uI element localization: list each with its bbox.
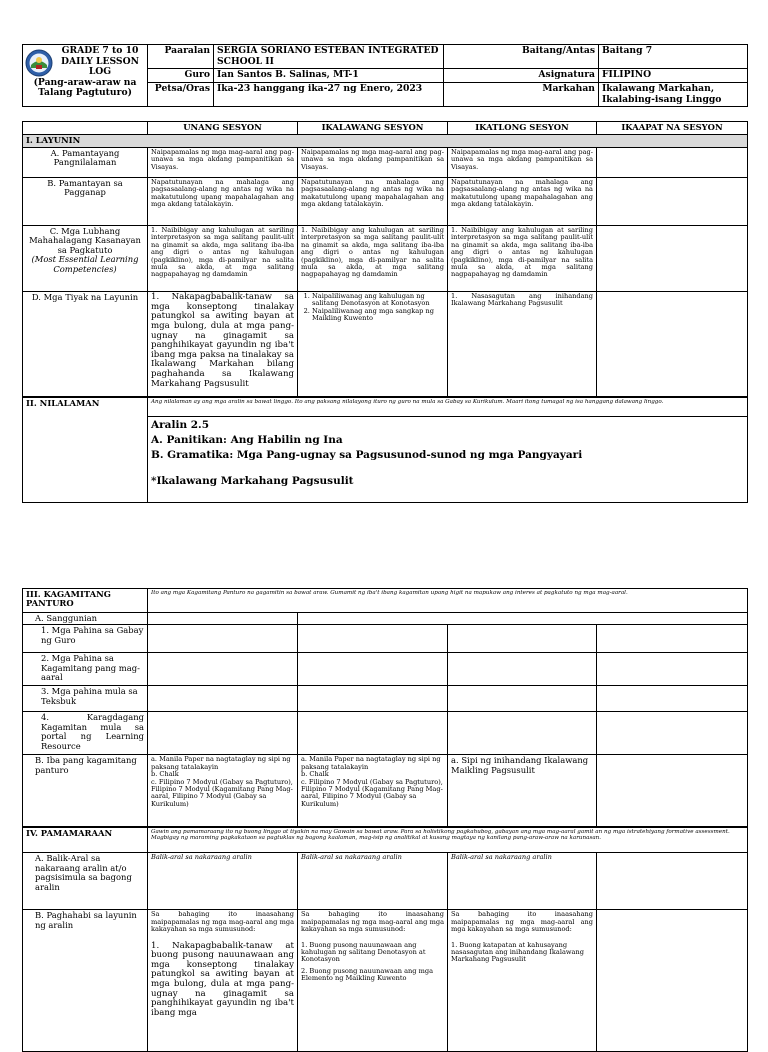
list-item: c. Filipino 7 Modyul (Gabay sa Pagtuturo), Filipino 7 Modyul (Kagamitang Pang Mag-aaral, Filipino 7 Modyul (Gabay sa Kurikulum) (151, 777, 293, 808)
dll-title-line: DAILY LESSON (61, 55, 139, 67)
markahan-label: Markahan (444, 83, 599, 107)
session-header: IKAAPAT NA SESYON (597, 122, 748, 135)
header-table (22, 44, 748, 107)
list-item: 1. Buong katapatan at kahusayang nasasagutan ang inihandang Ikalawang Markahang Pagsusulit (451, 940, 584, 964)
list-item: 1. Nakapagbabalik-tanaw at buong pusong nauunawaan ang mga konseptong tinalakay patungkol sa awiting bayan at mga bulong, dula at mga pang-ugnay na ginagamit sa panghihikayat gayundin ng iba't ibang mga (151, 940, 294, 1018)
dll-title-line: GRADE 7 to 10 (61, 45, 139, 56)
paaralan-value: SERGIA SORIANO ESTEBAN INTEGRATED SCHOOL II (214, 45, 444, 69)
sanggunian-label: A. Sanggunian (23, 613, 148, 625)
list-item: c. Filipino 7 Modyul (Gabay sa Pagtuturo), Filipino 7 Modyul (Kagamitang Pang Mag-aaral, Filipino 7 Modyul (Gabay sa Kurikulum) (301, 777, 443, 808)
tiyak-na-layunin-label: D. Mga Tiyak na Layunin (23, 292, 148, 397)
nilalaman-heading: II. NILALAMAN (23, 397, 148, 503)
session-cell: 1. Nakapagbabalik-tanaw sa mga konseptong tinalakay patungkol sa awiting bayan at mga bulong, dula at mga pang-ugnay na ginagamit sa panghihikayat gayundin ng iba't ibang mga paksa na tinalakay sa Ikalawang Markahan bilang paghahanda sa Ikalawang Markahang Pagsusulit (148, 292, 298, 397)
baitang-value: Baitang 7 (599, 45, 748, 69)
session-cell: Balik-aral sa nakaraang aralin (148, 853, 298, 910)
kagamitang-pang-mag-aaral-label: 2. Mga Pahina sa Kagamitang pang mag-aaral (23, 653, 148, 686)
session-cell: Napatutunayan na mahalaga ang pagsasaalang-alang ng antas ng wika na makatutulong upang mapahalagahan ang mga akdang tatalakayin. (448, 178, 597, 226)
guro-value: Ian Santos B. Salinas, MT-1 (214, 69, 444, 83)
session-cell (298, 910, 448, 1052)
pagsusulit-note: *Ikalawang Markahang Pagsusulit (151, 474, 354, 487)
guro-label: Guro (148, 69, 214, 83)
deped-seal-icon (25, 49, 53, 77)
gabay-guro-label: 1. Mga Pahina sa Gabay ng Guro (23, 625, 148, 653)
layunin-heading: I. LAYUNIN (23, 135, 748, 148)
lesson-table-part1 (22, 121, 748, 503)
asignatura-value: FILIPINO (599, 69, 748, 83)
session-cell: Balik-aral sa nakaraang aralin (448, 853, 597, 910)
session-cell: a. Sipi ng inihandang Ikalawang Maikling Pagsusulit (448, 755, 597, 827)
pamamaraan-note: Gawin ang pamamaraang ito ng buong linggo at tiyakin na may Gawain sa bawat araw. Para sa holistikong pagkahubog, gabayan ang mga mag-aaral gamit an ng mga istratehiyang formative assessment. Magbigay ng maraming pagkakataon sa pagtuklas ng bagong kaalaman, mag-isip ng analitikal at kusang magtaya ng kanilang pang-araw-araw na karunasan. (148, 827, 748, 853)
asignatura-label: Asignatura (444, 69, 599, 83)
session-cell: Balik-aral sa nakaraang aralin (298, 853, 448, 910)
session-cell: Napatutunayan na mahalaga ang pagsasaalang-alang ng antas ng wika na makatutulong upang mapahalagahan ang mga akdang tatalakayin. (298, 178, 448, 226)
dll-title-line: LOG (88, 66, 112, 78)
nilalaman-content (148, 417, 748, 503)
nilalaman-note: Ang nilalaman ay ang mga aralin sa bawat linggo. Ito ang paksang nilalayong ituro ng guro na mula sa Gabay sa Kurikulum. Maari itong tumagal ng isa hanggang dalawang linggo. (148, 397, 748, 417)
session-cell: 1. Naibibigay ang kahulugan at sariling interpretasyon sa mga salitang paulit-ulit na ginamit sa akda, mga salitang iba-iba ang digri o antas ng kahulugan (pagkiklino), mga di-pamilyar na salita mula sa akda, at mga salitang nagpapahayag ng damdamin (448, 226, 597, 292)
list-item: b. Chalk (151, 770, 179, 779)
session-cell: Naipapamalas ng mga mag-aaral ang pag-unawa sa mga akdang pampanitikan sa Visayas. (148, 148, 298, 178)
session-cell: 1. Naibibigay ang kahulugan at sariling interpretasyon sa mga salitang paulit-ulit na ginamit sa akda, mga salitang iba-iba ang digri o antas ng kahulugan (pagkiklino), mga di-pamilyar na salita mula sa akda, at mga salitang nagpapahayag ng damdamin (298, 226, 448, 292)
baitang-label: Baitang/Antas (444, 45, 599, 69)
petsa-label: Petsa/Oras (148, 83, 214, 107)
dll-title-line: (Pang-araw-araw na (33, 76, 137, 88)
balik-aral-label: A. Balik-Aral sa nakaraang aralin at/o pagsisimula sa bagong aralin (23, 853, 148, 910)
iba-pang-kagamitan-label: B. Iba pang kagamitang panturo (23, 755, 148, 827)
melc-label: C. Mga Lubhang Mahahalagang Kasanayan sa Pagkatuto (29, 226, 141, 255)
session-cell (148, 755, 298, 827)
melc-label-cell (23, 226, 148, 292)
list-item: 2. Buong pusong nauunawaan ang mga Elemento ng Maikling Kuwento (301, 966, 433, 983)
pamantayang-pangnilalaman-label: A. Pamantayang Pangnilalaman (23, 148, 148, 178)
session-header: UNANG SESYON (148, 122, 298, 135)
markahan-value: Ikalawang Markahan, Ikalabing-isang Linggo (599, 83, 748, 107)
dll-title-cell (23, 45, 148, 107)
list-item: 1. Naipaliliwanag ang kahulugan ng salitang Denotasyon at Konotasyon (312, 293, 444, 308)
session-cell: 1. Nasasagutan ang inihandang Ikalawang Markahang Pagsusulit (448, 292, 597, 397)
paaralan-label: Paaralan (148, 45, 214, 69)
paghahabi-intro: Sa bahaging ito inaasahang maipapamalas ng mga mag-aaral ang mga kakayahan sa mga sumusunod: (451, 910, 593, 934)
dll-title-line: Talang Pagtuturo) (38, 87, 132, 99)
list-item: 2. Naipaliliwanag ang mga sangkap ng Maikling Kuwento (312, 308, 444, 323)
session-cell (148, 910, 298, 1052)
melc-sublabel: (Most Essential Learning Competencies) (31, 254, 139, 274)
pamantayan-sa-pagganap-label: B. Pamantayan sa Pagganap (23, 178, 148, 226)
gramatika-topic: B. Gramatika: Mga Pang-ugnay sa Pagsusunod-sunod ng mga Pangyayari (151, 449, 583, 462)
paghahabi-intro: Sa bahaging ito inaasahang maipapamalas ng mga mag-aaral ang mga kakayahan sa mga sumusunod: (151, 910, 294, 934)
paghahabi-intro: Sa bahaging ito inaasahang maipapamalas ng mga mag-aaral ang mga kakayahan sa mga sumusunod: (301, 910, 444, 934)
session-header: IKALAWANG SESYON (298, 122, 448, 135)
pamamaraan-heading: IV. PAMAMARAAN (23, 827, 148, 853)
list-item: a. Manila Paper na nagtataglay ng sipi ng paksang tatalakayin (151, 755, 291, 771)
lesson-table-part2 (22, 588, 748, 1052)
list-item: a. Manila Paper na nagtataglay ng sipi ng paksang tatalakayin (301, 755, 441, 771)
session-cell (298, 755, 448, 827)
session-cell: Naipapamalas ng mga mag-aaral ang pag-unawa sa mga akdang pampanitikan sa Visayas. (298, 148, 448, 178)
session-cell (448, 910, 597, 1052)
session-cell (298, 292, 448, 397)
kagamitan-note: Ito ang mga Kagamitang Panturo na gagamitin sa bawat araw. Gumamit ng iba't ibang kagamitan upang higit na mapukaw ang interes at pagkatuto ng mga mag-aaral. (148, 589, 748, 613)
kagamitan-heading: III. KAGAMITANG PANTURO (23, 589, 148, 613)
list-item: b. Chalk (301, 770, 329, 779)
learning-resource-label: 4. Karagdagang Kagamitan mula sa portal ng Learning Resource (23, 712, 148, 755)
teksbuk-label: 3. Mga pahina mula sa Teksbuk (23, 686, 148, 712)
paghahabi-label: B. Paghahabi sa layunin ng aralin (23, 910, 148, 1052)
petsa-value: Ika-23 hanggang ika-27 ng Enero, 2023 (214, 83, 444, 107)
session-header: IKATLONG SESYON (448, 122, 597, 135)
panitikan-topic: A. Panitikan: Ang Habilin ng Ina (151, 434, 343, 447)
session-cell: Naipapamalas ng mga mag-aaral ang pag-unawa sa mga akdang pampanitikan sa Visayas. (448, 148, 597, 178)
session-cell: 1. Naibibigay ang kahulugan at sariling interpretasyon sa mga salitang paulit-ulit na ginamit sa akda, mga salitang iba-iba ang digri o antas ng kahulugan (pagkiklino), mga di-pamilyar na salita mula sa akda, at mga salitang nagpapahayag ng damdamin (148, 226, 298, 292)
session-cell: Napatutunayan na mahalaga ang pagsasaalang-alang ng antas ng wika na makatutulong upang mapahalagahan ang mga akdang tatalakayin. (148, 178, 298, 226)
aralin-number: Aralin 2.5 (151, 419, 210, 431)
list-item: 1. Buong pusong nauunawaan ang kahulugan ng salitang Denotasyon at Konotasyon (301, 940, 426, 964)
